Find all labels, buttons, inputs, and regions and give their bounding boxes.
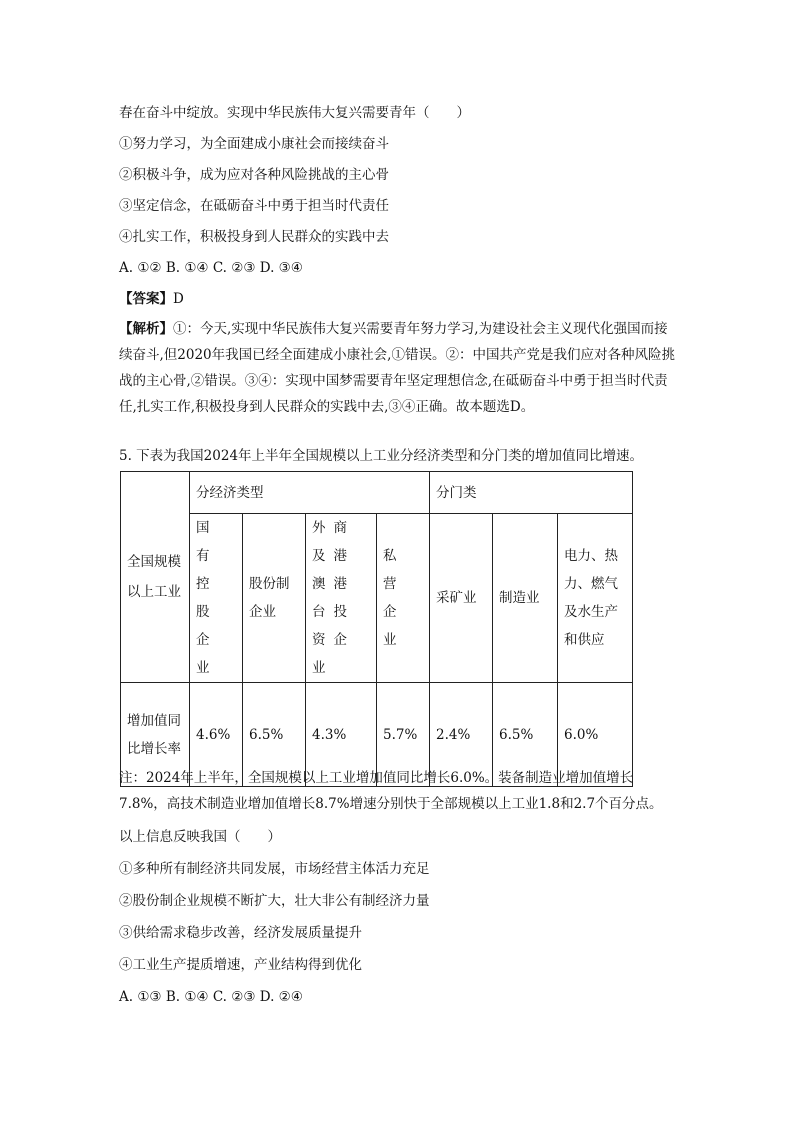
table-cell: 2.4% (430, 683, 493, 787)
q4-choices: A. ①② B. ①④ C. ②③ D. ③④ (119, 260, 303, 276)
table-cell: 6.5% (493, 683, 558, 787)
q4-option-1: ①努力学习，为全面建成小康社会而接续奋斗 (119, 136, 389, 152)
col-header-state-owned: 国有控股企业 (190, 514, 243, 683)
table-group-economic-type: 分经济类型 (190, 472, 430, 514)
q5-question: 以上信息反映我国（ ） (119, 829, 281, 845)
col-header-utilities: 电力、热力、燃气及水生产和供应 (558, 514, 633, 683)
q5-note: 注：2024年上半年，全国规模以上工业增加值同比增长6.0%。装备制造业增加值增长7.8%，高技术制造业增加值增长8.7%增速分别快于全部规模以上工业1.8和2.7个百分点。 (119, 770, 663, 812)
q4-analysis (119, 316, 679, 420)
analysis-label: 【解析】 (119, 321, 173, 337)
answer-value: D (173, 291, 184, 307)
q5-option-3: ③供给需求稳步改善，经济发展质量提升 (119, 925, 362, 941)
table-group-sector: 分门类 (430, 472, 633, 514)
q4-stem: 春在奋斗中绽放。实现中华民族伟大复兴需要青年（ ） (119, 105, 470, 121)
q4-answer (119, 289, 184, 309)
col-header-private: 私营企业 (377, 514, 430, 683)
q5-option-1: ①多种所有制经济共同发展，市场经营主体活力充足 (119, 861, 430, 877)
table-cell: 6.5% (243, 683, 306, 787)
table-corner-cell: 全国规模以上工业 (121, 472, 190, 683)
col-header-mining: 采矿业 (430, 514, 493, 683)
table-cell: 5.7% (377, 683, 430, 787)
table-cell: 4.3% (306, 683, 377, 787)
q4-option-2: ②积极斗争，成为应对各种风险挑战的主心骨 (119, 167, 389, 183)
q4-option-4: ④扎实工作，积极投身到人民群众的实践中去 (119, 229, 389, 245)
col-header-manufacturing: 制造业 (493, 514, 558, 683)
q5-stem: 5. 下表为我国2024年上半年全国规模以上工业分经济类型和分门类的增加值同比增速。 (119, 448, 644, 464)
stats-table (120, 471, 633, 787)
table-cell: 4.6% (190, 683, 243, 787)
table-cell: 6.0% (558, 683, 633, 787)
q5-choices: A. ①③ B. ①④ C. ②③ D. ②④ (119, 989, 303, 1005)
q5-option-2: ②股份制企业规模不断扩大，壮大非公有制经济力量 (119, 893, 430, 909)
answer-label: 【答案】 (119, 291, 173, 307)
table-row-label: 增加值同比增长率 (121, 683, 190, 787)
q5-option-4: ④工业生产提质增速，产业结构得到优化 (119, 957, 362, 973)
analysis-text: ①：今天,实现中华民族伟大复兴需要青年努力学习,为建设社会主义现代化强国而接续奋斗,但2020年我国已经全面建成小康社会,①错误。②：中国共产党是我们应对各种风险挑战的主心骨,②错误。③④：实现中国梦需要青年坚定理想信念,在砥砺奋斗中勇于担当时代责任,扎实工作,积极投身到人民群众的实践中去,③④正确。故本题选D。 (119, 321, 675, 415)
q4-option-3: ③坚定信念，在砥砺奋斗中勇于担当时代责任 (119, 198, 389, 214)
col-header-foreign: 外商及港澳港台投资企业 (306, 514, 377, 683)
col-header-shareholding: 股份制企业 (243, 514, 306, 683)
